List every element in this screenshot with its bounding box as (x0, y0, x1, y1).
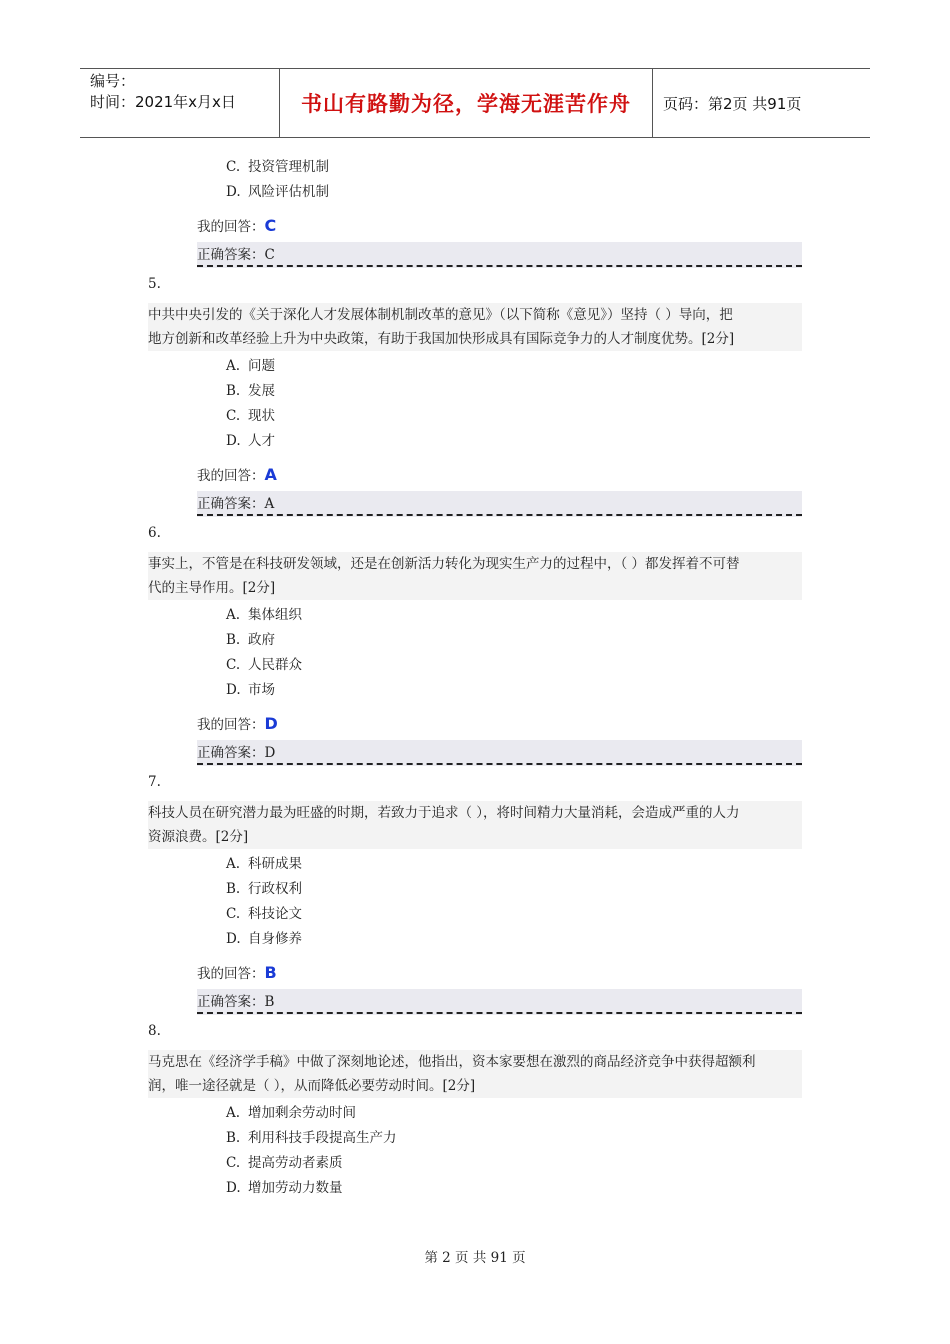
separator (197, 514, 802, 516)
q4-my-answer: 我的回答：C (197, 216, 277, 235)
q8-option-a: A. 增加剩余劳动时间 (226, 1105, 356, 1121)
q4-option-c: C. 投资管理机制 (226, 159, 329, 175)
q4-correct-answer: 正确答案：C (197, 242, 802, 268)
page-footer: 第 2 页 共 91 页 (424, 1250, 526, 1266)
header-motto: 书山有路勤为径，学海无涯苦作舟 (280, 69, 653, 137)
q8-option-b: B. 利用科技手段提高生产力 (226, 1130, 397, 1146)
q6-my-answer: 我的回答：D (197, 714, 278, 733)
q7-stem: 科技人员在研究潜力最为旺盛的时期，若致力于追求（ ），将时间精力大量消耗，会造成严重的人力 资源浪费。[2分] (148, 801, 802, 849)
header-meta (80, 69, 280, 137)
separator (197, 265, 802, 267)
q7-option-a: A. 科研成果 (226, 856, 302, 872)
separator (197, 1012, 802, 1014)
q5-option-a: A. 问题 (226, 358, 275, 374)
q6-option-b: B. 政府 (226, 632, 275, 648)
header-page-label: 页码：第2页 共91页 (663, 94, 802, 113)
q7-number: 7. (148, 774, 161, 790)
date-label: 时间：2021年x月x日 (90, 93, 236, 111)
q6-option-a: A. 集体组织 (226, 607, 302, 623)
q5-my-answer: 我的回答：A (197, 465, 277, 484)
q5-option-b: B. 发展 (226, 383, 275, 399)
q6-option-c: C. 人民群众 (226, 657, 302, 673)
q7-option-b: B. 行政权利 (226, 881, 302, 897)
q6-number: 6. (148, 525, 161, 541)
q7-option-d: D. 自身修养 (226, 931, 302, 947)
q8-option-c: C. 提高劳动者素质 (226, 1155, 343, 1171)
q7-option-c: C. 科技论文 (226, 906, 302, 922)
q8-number: 8. (148, 1023, 161, 1039)
q5-number: 5. (148, 276, 161, 292)
q4-option-d: D. 风险评估机制 (226, 184, 329, 200)
q5-option-c: C. 现状 (226, 408, 275, 424)
page-header (80, 68, 870, 138)
q7-correct-answer: 正确答案：B (197, 989, 802, 1015)
code-label: 编号： (90, 72, 136, 90)
q5-stem: 中共中央引发的《关于深化人才发展体制机制改革的意见》（以下简称《意见》）坚持（ ）导向，把 地方创新和改革经验上升为中央政策，有助于我国加快形成具有国际竞争力的人才制度优势。[2分] (148, 303, 802, 351)
q6-stem: 事实上，不管是在科技研发领域，还是在创新活力转化为现实生产力的过程中，（ ）都发挥着不可替 代的主导作用。[2分] (148, 552, 802, 600)
q8-stem: 马克思在《经济学手稿》中做了深刻地论述，他指出，资本家要想在激烈的商品经济竞争中获得超额利 润，唯一途径就是（ ），从而降低必要劳动时间。[2分] (148, 1050, 802, 1098)
separator (197, 763, 802, 765)
q6-option-d: D. 市场 (226, 682, 275, 698)
q6-correct-answer: 正确答案：D (197, 740, 802, 766)
q5-correct-answer: 正确答案：A (197, 491, 802, 517)
q8-option-d: D. 增加劳动力数量 (226, 1180, 343, 1196)
q7-my-answer: 我的回答：B (197, 963, 277, 982)
q5-option-d: D. 人才 (226, 433, 275, 449)
